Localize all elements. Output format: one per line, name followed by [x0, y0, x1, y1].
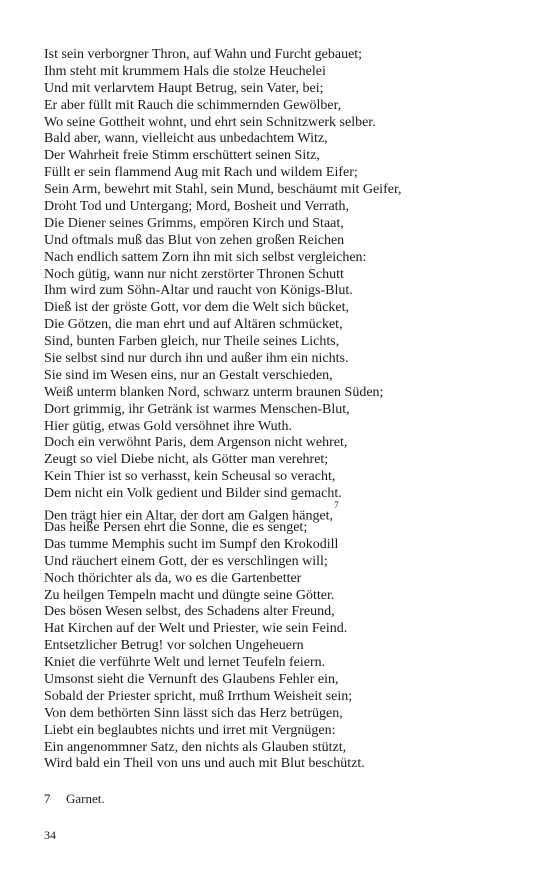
poem-line: Zeugt so viel Diebe nicht, als Götter man verehret;	[44, 452, 329, 468]
poem-line: Das heiße Persen ehrt die Sonne, die es senget;	[44, 519, 308, 535]
poem-line: Von dem bethörten Sinn lässt sich das Herz betrügen,	[44, 705, 343, 721]
poem-line: Sobald der Priester spricht, muß Irrthum Weisheit sein;	[44, 688, 353, 704]
poem-line: Nach endlich sattem Zorn ihn mit sich selbst vergleichen:	[44, 249, 367, 265]
poem-line: Ein angenommner Satz, den nichts als Glauben stützt,	[44, 739, 347, 755]
poem-line: Zu heilgen Tempeln macht und düngte seine Götter.	[44, 587, 335, 603]
poem-text	[44, 47, 514, 773]
poem-line: Die Götzen, die man ehrt und auf Altären schmücket,	[44, 317, 343, 333]
poem-line: Bald aber, wann, vielleicht aus unbedachtem Witz,	[44, 131, 328, 147]
poem-line: Kniet die verführte Welt und lernet Teufeln feiern.	[44, 655, 326, 671]
poem-line: Hat Kirchen auf der Welt und Priester, wie sein Feind.	[44, 621, 348, 637]
poem-line: Hier gütig, etwas Gold versöhnet ihre Wuth.	[44, 418, 293, 434]
poem-line: Ihm wird zum Söhn-Altar und raucht von Königs-Blut.	[44, 283, 353, 299]
poem-line-with-footnote	[44, 500, 514, 524]
poem-line: Des bösen Wesen selbst, des Schadens alter Freund,	[44, 604, 335, 620]
footnote-text: Garnet.	[66, 791, 105, 806]
poem-line: Und mit verlarvtem Haupt Betrug, sein Vater, bei;	[44, 80, 324, 96]
poem-line: Umsonst sieht die Vernunft des Glaubens Fehler ein,	[44, 671, 339, 687]
poem-line: Sie sind im Wesen eins, nur an Gestalt verschieden,	[44, 367, 333, 383]
poem-line: Dem nicht ein Volk gedient und Bilder sind gemacht.	[44, 486, 342, 502]
poem-line: Sein Arm, bewehrt mit Stahl, sein Mund, beschäumt mit Geifer,	[44, 182, 402, 198]
poem-line: Noch thörichter als da, wo es die Gartenbetter	[44, 570, 302, 586]
poem-line: Das tumme Memphis sucht im Sumpf den Krokodill	[44, 536, 339, 552]
poem-line: Sie selbst sind nur durch ihn und außer ihm ein nichts.	[44, 351, 349, 367]
poem-line: Ihm steht mit krummem Hals die stolze Heuchelei	[44, 63, 326, 79]
poem-line: Wo seine Gottheit wohnt, und ehrt sein Schnitzwerk selber.	[44, 114, 376, 130]
poem-line: Noch gütig, wann nur nicht zerstörter Thronen Schutt	[44, 266, 344, 282]
poem-line: Die Diener seines Grimms, empören Kirch und Staat,	[44, 215, 344, 231]
poem-line: Füllt er sein flammend Aug mit Rach und wildem Eifer;	[44, 165, 358, 181]
footnote-reference[interactable]: 7	[334, 500, 339, 511]
poem-line: Der Wahrheit freie Stimm erschüttert seinen Sitz,	[44, 148, 320, 164]
poem-line: Dieß ist der gröste Gott, vor dem die Welt sich bücket,	[44, 300, 349, 316]
footnote-number: 7	[44, 791, 51, 806]
poem-line: Er aber füllt mit Rauch die schimmernden Gewölber,	[44, 97, 342, 113]
poem-line: Sind, bunten Farben gleich, nur Theile seines Lichts,	[44, 334, 340, 350]
poem-line: Und oftmals muß das Blut von zehen großen Reichen	[44, 232, 345, 248]
page-number: 34	[44, 828, 56, 842]
poem-line: Weiß unterm blanken Nord, schwarz unterm braunen Süden;	[44, 384, 384, 400]
poem-line: Doch ein verwöhnt Paris, dem Argenson nicht wehret,	[44, 435, 348, 451]
poem-line: Entsetzlicher Betrug! vor solchen Ungeheuern	[44, 638, 304, 654]
poem-line: Und räuchert einem Gott, der es verschlingen will;	[44, 553, 328, 569]
poem-line-text: Den trägt hier ein Altar, der dort am Galgen hänget,	[44, 508, 334, 524]
poem-line: Kein Thier ist so verhasst, kein Scheusal so veracht,	[44, 469, 336, 485]
footnote	[44, 791, 105, 807]
poem-line: Wird bald ein Theil von uns und auch mit Blut beschützt.	[44, 756, 365, 772]
poem-line: Ist sein verborgner Thron, auf Wahn und Furcht gebauet;	[44, 47, 363, 62]
poem-line: Dort grimmig, ihr Getränk ist warmes Menschen-Blut,	[44, 401, 350, 417]
poem-line: Liebt ein beglaubtes nichts und irret mit Vergnügen:	[44, 722, 336, 738]
poem-line: Droht Tod und Untergang; Mord, Bosheit und Verrath,	[44, 199, 350, 215]
